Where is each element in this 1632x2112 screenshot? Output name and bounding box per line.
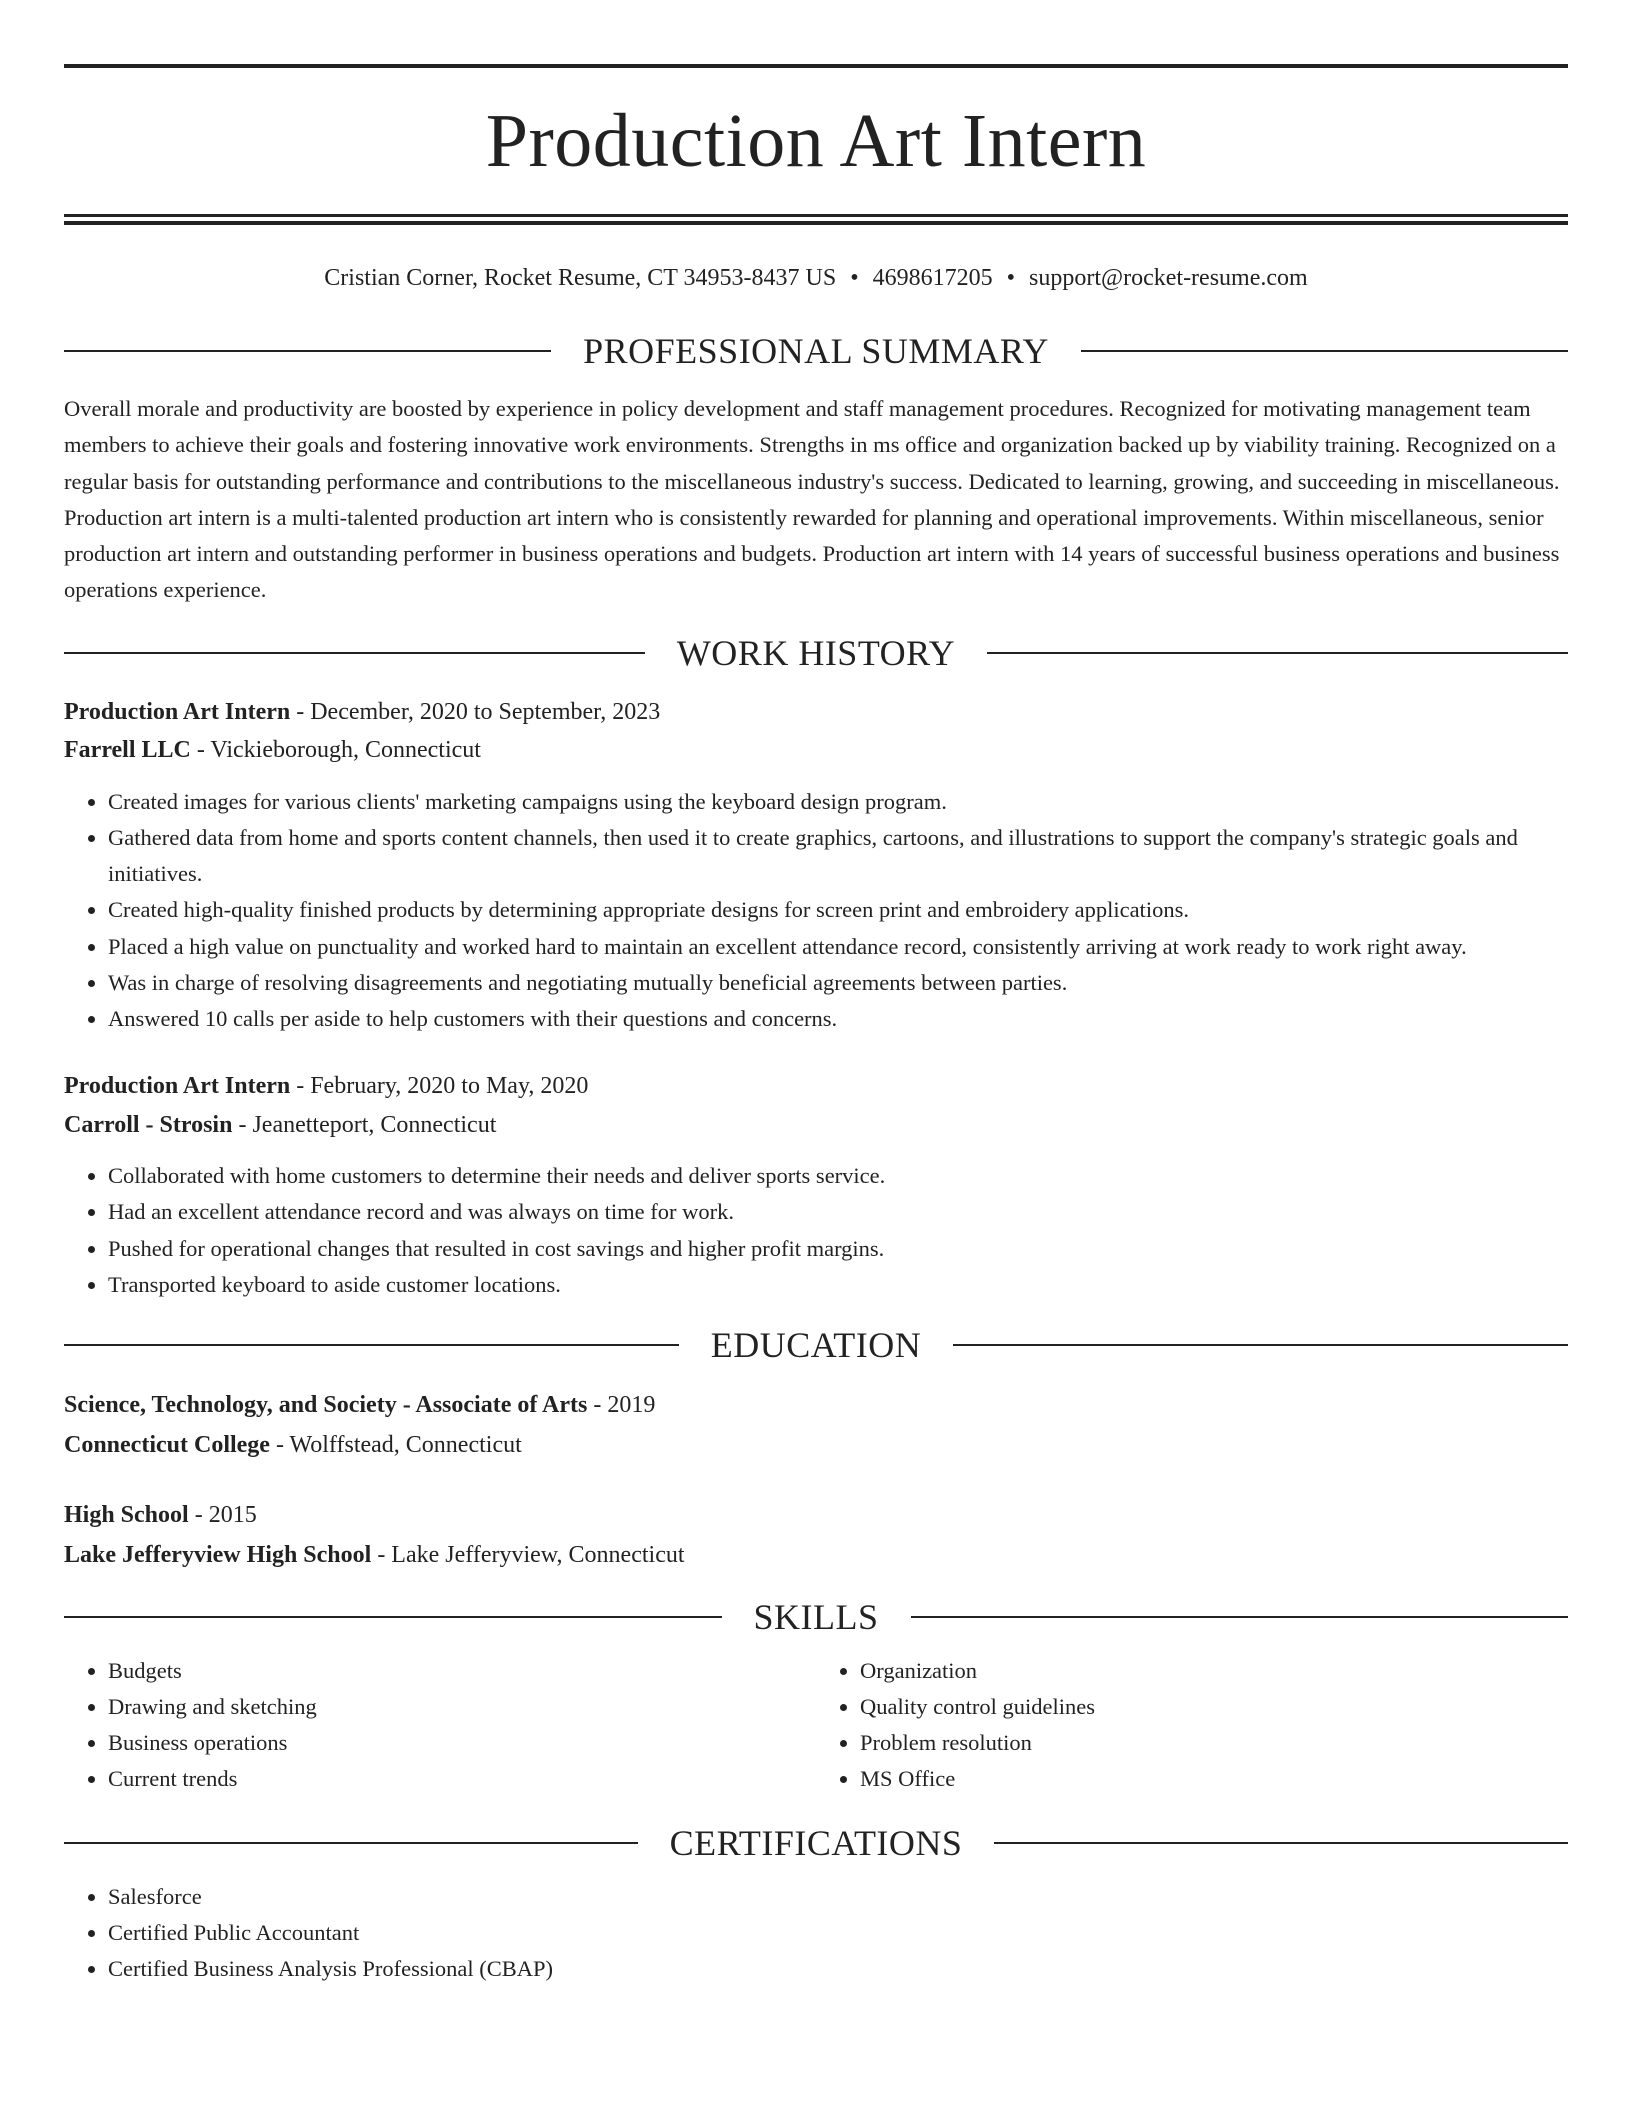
resume-name: Production Art Intern [485,99,1147,183]
job-company-line [64,731,1568,770]
education-location: - Wolffstead, Connecticut [269,1432,522,1459]
list-item: • Pushed for operational changes that resulted in cost savings and higher profit margins. [108,1231,1568,1267]
section-rule [1081,350,1568,352]
summary-heading [64,329,1568,373]
job-bullets [64,784,1568,1037]
section-rule [953,1344,1568,1346]
list-item: • Had an excellent attendance record and was always on time for work. [108,1194,1568,1230]
job-entry [64,1067,1568,1303]
education-degree: Science, Technology, and Society - Associate of Arts [64,1392,588,1419]
skills-heading [64,1595,1568,1639]
skill-item: • Problem resolution [860,1725,1568,1761]
education-degree-line [64,1385,1568,1425]
skills-column-right [816,1653,1568,1797]
list-item: • Placed a high value on punctuality and worked hard to maintain an excellent attendance record, consistently arriving at work ready to work right away. [108,929,1568,965]
list-item: • Transported keyboard to aside customer locations. [108,1267,1568,1303]
contact-separator: • [850,265,859,291]
education-school: Connecticut College [64,1432,270,1459]
education-entry [64,1385,1568,1465]
education-heading [64,1323,1568,1367]
certifications-heading [64,1821,1568,1865]
work-history-heading [64,631,1568,675]
education-year: - 2019 [587,1392,656,1419]
certification-item: • Salesforce [108,1879,1568,1915]
contact-line [64,263,1568,293]
section-title: EDUCATION [710,1325,922,1366]
skill-item: • Current trends [108,1761,816,1797]
job-entry [64,693,1568,1037]
section-rule [994,1842,1568,1844]
job-bullets [64,1158,1568,1303]
education-school: Lake Jefferyview High School [64,1542,372,1569]
list-item: • Created high-quality finished products by determining appropriate designs for screen print and embroidery applications. [108,892,1568,928]
job-title-line [64,1067,1568,1106]
list-item: • Gathered data from home and sports content channels, then used it to create graphics, cartoons, and illustrations to support the company's strategic goals and initiatives. [108,820,1568,892]
certification-item: • Certified Business Analysis Professional (CBAP) [108,1951,1568,1987]
education-year: - 2015 [188,1502,257,1529]
job-company: Carroll - Strosin [64,1111,233,1138]
skills-list [64,1653,1568,1797]
job-company-line [64,1106,1568,1145]
skill-item: • Organization [860,1653,1568,1689]
list-item: • Answered 10 calls per aside to help customers with their questions and concerns. [108,1001,1568,1037]
skill-item: • Drawing and sketching [108,1689,816,1725]
list-item: • Created images for various clients' marketing campaigns using the keyboard design program. [108,784,1568,820]
education-school-line [64,1535,1568,1575]
education-degree-line [64,1495,1568,1535]
list-item: • Was in charge of resolving disagreements and negotiating mutually beneficial agreements between parties. [108,965,1568,1001]
section-title: WORK HISTORY [676,632,956,673]
section-rule [64,652,645,654]
skill-item: • Budgets [108,1653,816,1689]
certifications-list [64,1879,1568,1987]
job-company: Farrell LLC [64,737,191,764]
job-dates: - February, 2020 to May, 2020 [290,1073,589,1100]
section-rule [64,1842,638,1844]
section-title: CERTIFICATIONS [669,1823,963,1864]
contact-address: Cristian Corner, Rocket Resume, CT 34953-8437 US [324,265,837,291]
section-rule [64,350,551,352]
contact-email[interactable]: support@rocket-resume.com [1029,265,1308,291]
contact-phone[interactable]: 4698617205 [872,265,993,291]
section-rule [64,1616,722,1618]
education-degree: High School [64,1502,189,1529]
education-school-line [64,1425,1568,1465]
job-location: - Vickieborough, Connecticut [190,737,481,764]
section-rule [911,1616,1569,1618]
skill-item: • Quality control guidelines [860,1689,1568,1725]
contact-separator: • [1006,265,1015,291]
section-rule [64,1344,679,1346]
job-position: Production Art Intern [64,698,291,725]
job-location: - Jeanetteport, Connecticut [232,1111,497,1138]
summary-text: Overall morale and productivity are boosted by experience in policy development and staff management procedures. Recognized for motivating management team members to achieve their goals and fostering innovative work environments. Strengths in ms office and organization backed up by viability training. Recognized on a regular basis for outstanding performance and contributions to the miscellaneous industry's success. Dedicated to learning, growing, and succeeding in miscellaneous. Production art intern is a multi-talented production art intern who is consistently rewarded for planning and operational improvements. Within miscellaneous, senior production art intern and outstanding performer in business operations and budgets. Production art intern with 14 years of successful business operations and business operations experience. [64,396,1560,603]
section-title: SKILLS [753,1597,879,1638]
certification-item: • Certified Public Accountant [108,1915,1568,1951]
education-location: - Lake Jefferyview, Connecticut [371,1542,685,1569]
list-item: • Collaborated with home customers to determine their needs and deliver sports service. [108,1158,1568,1194]
section-rule [987,652,1568,654]
job-dates: - December, 2020 to September, 2023 [290,698,661,725]
job-title-line [64,693,1568,732]
education-entry [64,1495,1568,1575]
header-double-rule [64,214,1568,225]
skills-column-left [64,1653,816,1797]
section-title: PROFESSIONAL SUMMARY [583,331,1049,371]
job-position: Production Art Intern [64,1073,291,1100]
skill-item: • MS Office [860,1761,1568,1797]
resume-page [64,64,1568,1987]
skill-item: • Business operations [108,1725,816,1761]
